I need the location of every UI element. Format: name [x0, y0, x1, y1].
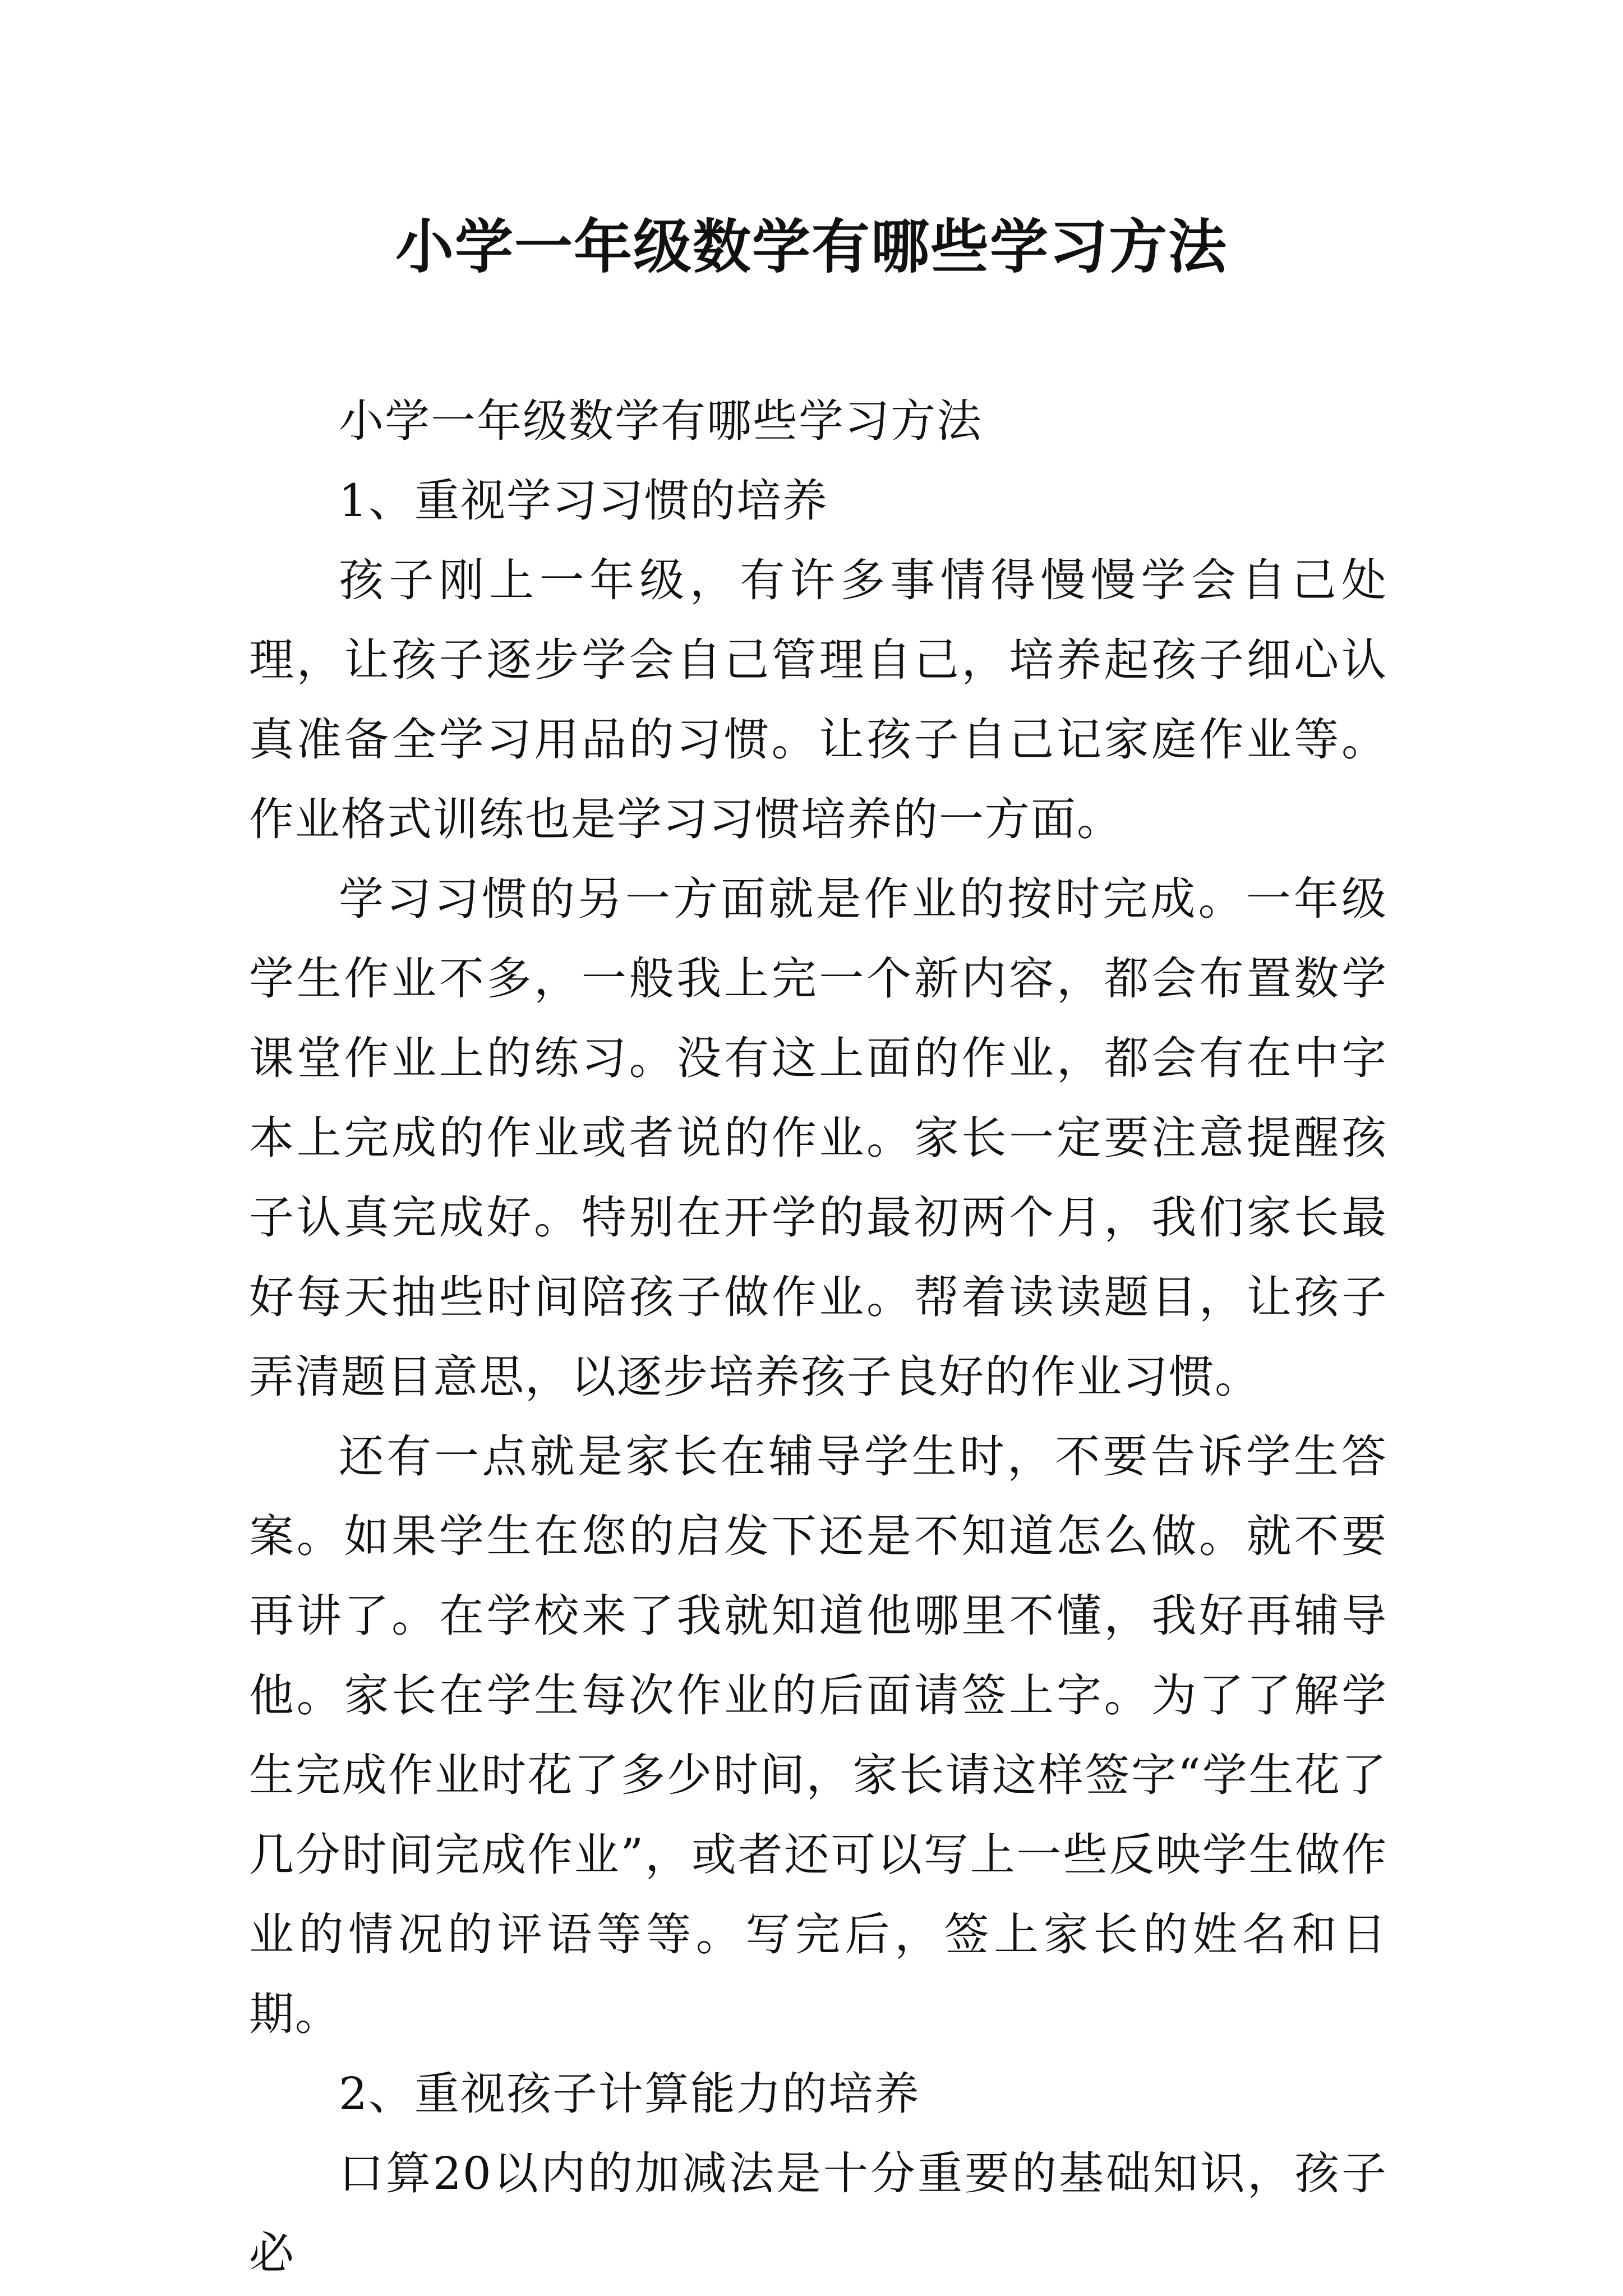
document-body	[249, 381, 1387, 2293]
document-title: 小学一年级数学有哪些学习方法	[395, 213, 1228, 281]
paragraph-2: 学习习惯的另一方面就是作业的按时完成。一年级学生作业不多，一般我上完一个新内容，都会布置数学课堂作业上的练习。没有这上面的作业，都会有在中字本上完成的作业或者说的作业。家长一定要注意提醒孩子认真完成好。特别在开学的最初两个月，我们家长最好每天抽些时间陪孩子做作业。帮着读读题目，让孩子弄清题目意思，以逐步培养孩子良好的作业习惯。	[249, 873, 1387, 1403]
section-heading-1: 1、重视学习习惯的培养	[339, 475, 828, 527]
section-heading-2: 2、重视孩子计算能力的培养	[339, 2068, 920, 2120]
paragraph-1: 孩子刚上一年级，有许多事情得慢慢学会自己处理，让孩子逐步学会自己管理自己，培养起孩子细心认真准备全学习用品的习惯。让孩子自己记家庭作业等。作业格式训练也是学习习惯培养的一方面。	[249, 554, 1387, 845]
paragraph-3: 还有一点就是家长在辅导学生时，不要告诉学生答案。如果学生在您的启发下还是不知道怎么做。就不要再讲了。在学校来了我就知道他哪里不懂，我好再辅导他。家长在学生每次作业的后面请签上字。为了了解学生完成作业时花了多少时间，家长请这样签字“学生花了几分时间完成作业”，或者还可以写上一些反映学生做作业的情况的评语等等。写完后，签上家长的姓名和日期。	[249, 1430, 1387, 2040]
subtitle-line: 小学一年级数学有哪些学习方法	[339, 395, 983, 447]
paragraph-4: 口算20以内的加减法是十分重要的基础知识，孩子必	[249, 2147, 1387, 2279]
